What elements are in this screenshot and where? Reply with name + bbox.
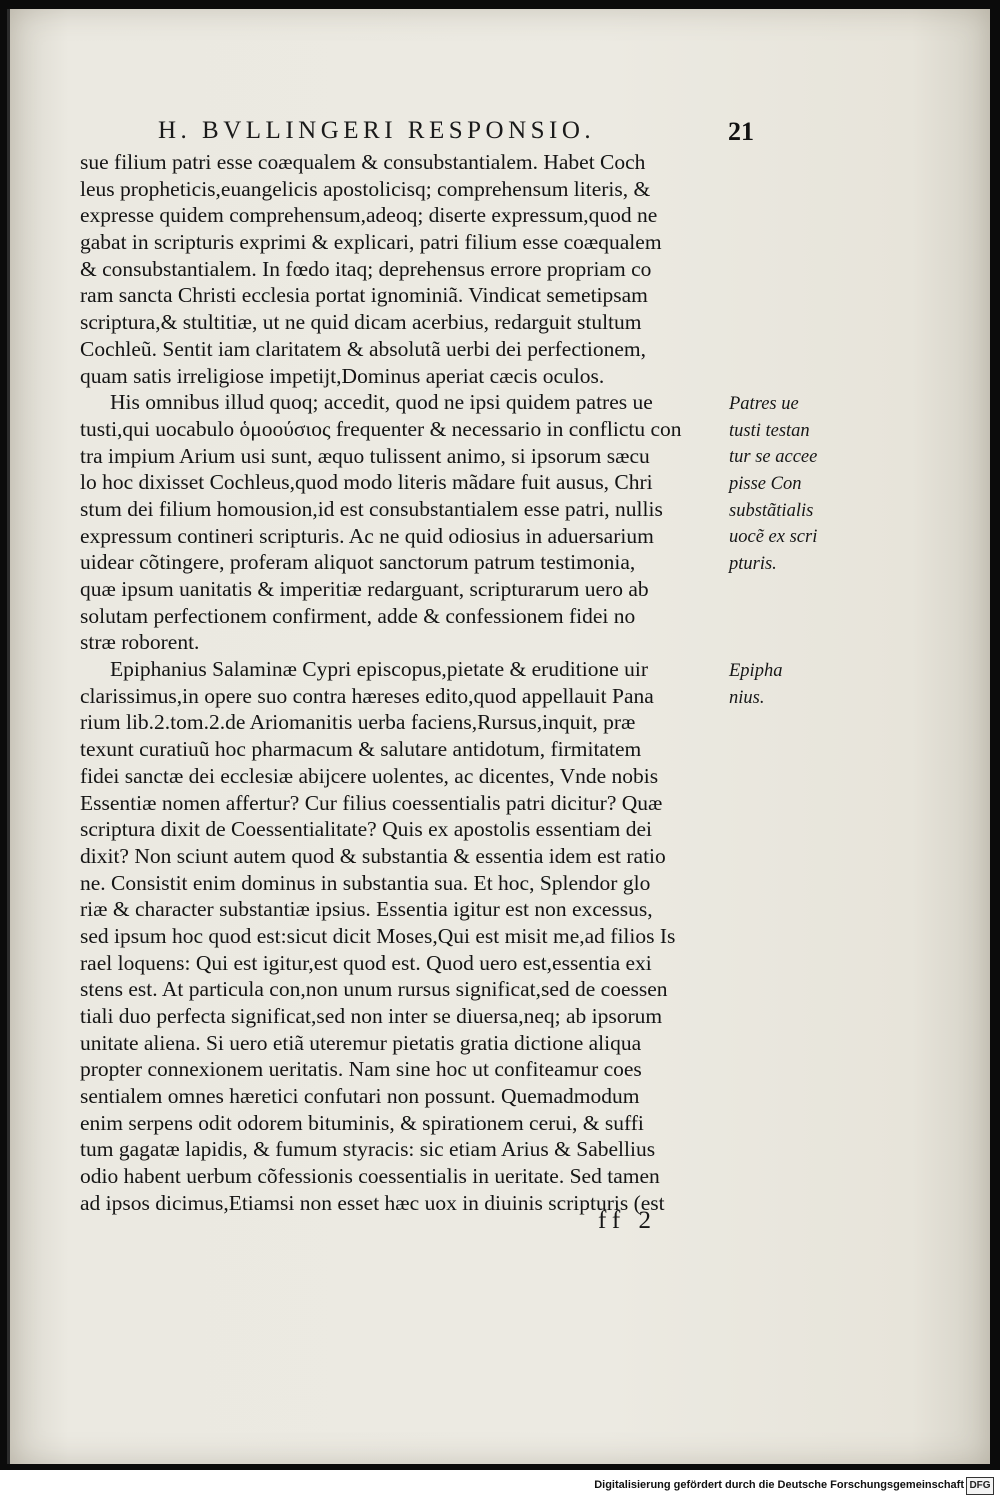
text-line: stræ roborent. [80, 630, 200, 655]
text-line: quam satis irreligiose impetijt,Dominus aperiat cæcis oculos. [80, 363, 605, 388]
margin-note-line: Patres ue [729, 394, 799, 414]
text-line: rium lib.2.tom.2.de Ariomanitis uerba faciens,Rursus,inquit, præ [80, 710, 636, 735]
text-line: Epiphanius Salaminæ Cypri episcopus,pietate & eruditione uir [110, 657, 649, 682]
funding-credit: Digitalisierung gefördert durch die Deutsche Forschungsgemeinschaft [594, 1479, 964, 1491]
text-line: riæ & character substantiæ ipsius. Essentia igitur est non excessus, [80, 897, 653, 922]
text-line: solutam perfectionem confirment, adde & confessionem fidei no [80, 603, 636, 628]
text-line: His omnibus illud quoq; accedit, quod ne ipsi quidem patres ue [110, 390, 653, 415]
text-line: tum gagatæ lapidis, & fumum styracis: sic etiam Arius & Sabellius [80, 1137, 656, 1162]
folio-number: 21 [728, 117, 754, 146]
margin-note-line: pisse Con [729, 474, 802, 495]
text-line: Cochleũ. Sentit iam claritatem & absolutã uerbi dei perfectionem, [80, 336, 646, 361]
text-line: fidei sanctæ dei ecclesiæ abijcere uolentes, ac dicentes, Vnde nobis [80, 763, 659, 788]
margin-note-line: pturis. [729, 554, 777, 575]
body-text [80, 149, 725, 1217]
running-head: H. BVLLINGERI RESPONSIO. [158, 117, 596, 144]
text-line: ad ipsos dicimus,Etiamsi non esset hæc uox in diuinis scripturis (est [80, 1190, 665, 1215]
text-line: & consubstantialem. In fœdo itaq; deprehensus errore propriam co [80, 256, 652, 281]
text-line: sentialem omnes hæretici confutari non possunt. Quemadmodum [80, 1084, 640, 1109]
text-line: lo hoc dixisset Cochleus,quod modo literis mãdare fuit ausus, Chri [80, 470, 653, 495]
text-line: tusti,qui uocabulo ὁμοούσιος frequenter & necessario in conflictu con [80, 416, 682, 441]
margin-note-line: Epipha [729, 661, 783, 681]
margin-note-line: tur se accee [729, 447, 818, 468]
text-line: Essentiæ nomen affertur? Cur filius coessentialis patri dicitur? Quæ [80, 790, 663, 815]
text-line: texunt curatiuũ hoc pharmacum & salutare antidotum, firmitatem [80, 737, 642, 762]
margin-note-line: uocẽ ex scri [729, 527, 818, 548]
text-line: enim serpens odit odorem bituminis, & spirationem cerui, & suffi [80, 1110, 644, 1135]
text-line: scriptura,& stultitiæ, ut ne quid dicam acerbius, redarguit stultum [80, 310, 642, 335]
text-line: tra impium Arium usi sunt, æquo tulissent animo, si ipsorum sæcu [80, 443, 650, 468]
text-line: quæ ipsum uanitatis & imperitiæ redarguant, scripturarum uero ab [80, 577, 649, 601]
text-line: gabat in scripturis exprimi & explicari, patri filium esse coæqualem [80, 230, 662, 255]
margin-note-epiphanius [729, 658, 829, 711]
margin-note-patres [729, 391, 829, 578]
text-line: stens est. At particula con,non unum rursus significat,sed de coessen [80, 977, 668, 1002]
text-line: sue filium patri esse coæqualem & consubstantialem. Habet Coch [80, 150, 646, 174]
text-line: odio habent uerbum cõfessionis coessentialis in ueritate. Sed tamen [80, 1164, 660, 1189]
page-header [158, 117, 754, 151]
text-line: expresse quidem comprehensum,adeoq; diserte expressum,quod ne [80, 203, 658, 228]
text-line: ne. Consistit enim dominus in substantia sua. Et hoc, Splendor glo [80, 870, 651, 895]
text-line: expressum contineri scripturis. Ac ne quid odiosius in aduersarium [80, 523, 654, 548]
text-line: scriptura dixit de Coessentialitate? Quis ex apostolis essentiam dei [80, 817, 653, 842]
text-line: unitate aliena. Si uero etiã uteremur pietatis gratia dictione aliqua [80, 1030, 642, 1055]
text-line: sed ipsum hoc quod est:sicut dicit Moses,Qui est misit me,ad filios Is [80, 923, 676, 948]
text-line: tiali duo perfecta significat,sed non inter se diuersa,neq; ab ipsorum [80, 1004, 663, 1028]
dfg-logo: DFG [966, 1477, 994, 1495]
text-line: dixit? Non sciunt autem quod & substantia & essentia idem est ratio [80, 843, 666, 868]
footer-bar [0, 1470, 1000, 1502]
text-line: clarissimus,in opere suo contra hæreses edito,quod appellauit Pana [80, 683, 654, 708]
margin-note-line: nius. [729, 687, 765, 708]
text-line: rael loquens: Qui est igitur,est quod est. Quod uero est,essentia exi [80, 950, 652, 975]
text-line: uidear cõtingere, proferam aliquot sanctorum patrum testimonia, [80, 550, 636, 575]
text-line: leus propheticis,euangelicis apostolicisq; comprehensum literis, & [80, 176, 651, 201]
book-page [7, 9, 990, 1464]
signature-mark: ff 2 [598, 1207, 657, 1234]
margin-note-line: substãtialis [729, 500, 814, 521]
text-line: ram sancta Christi ecclesia portat ignominiã. Vindicat semetipsam [80, 283, 648, 308]
text-line: propter connexionem ueritatis. Nam sine hoc ut confiteamur coes [80, 1057, 642, 1082]
margin-note-line: tusti testan [729, 420, 810, 441]
text-line: stum dei filium homousion,id est consubstantialem esse patri, nullis [80, 496, 663, 521]
